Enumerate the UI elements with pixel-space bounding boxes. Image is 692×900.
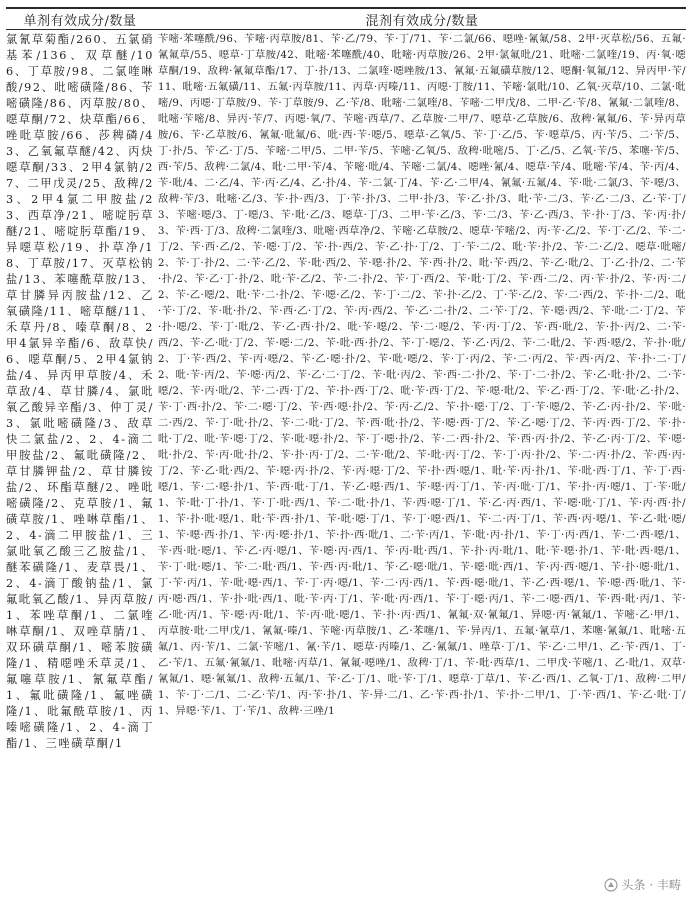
watermark	[601, 875, 684, 894]
table-page	[6, 7, 686, 894]
mixed-ingredient-list: 苄嘧·苯噻酰/96、苄嘧·丙草胺/81、苄·乙/79、苄·丁/71、苄·二氯/66、噁唑·氰氟/58、2甲·灭草松/56、五氟·氰氟草/55、噁草·丁草胺/42、吡嘧·苯噻酰/40、吡嘧·丙草胺/26、2甲·氯氟吡/21、吡嘧·二氯喹/19、丙·氧·噁草酮/19、敌稗·氰氟草酯/17、丁·扑/13、二氯喹·噁唑胺/13、氰氟·五氟磺草胺/12、噁酮·氧氟/12、异丙甲·苄/11、吡嘧·五氟磺/11、五氟·丙草胺/11、丙草·丙嗪/11、丙噁·丁胺/11、苄嘧·氯吡/10、乙氧·灭草/10、二氯·吡嘧/9、丙噁·丁草胺/9、苄·丁草胺/9、乙·苄/8、吡嘧·二氯喹/8、苄嘧·二甲戊/8、二甲·乙·苄/8、氰氟·二氯喹/8、吡嘧·苄嘧/8、异丙·苄/7、丙噁·氧/7、苄嘧·西草/7、乙草胺·二甲/7、噁草·乙草胺/6、敌稗·氰氟/6、苄·异丙草胺/6、苄·乙草胺/6、氰氟·吡氟/6、吡·西·苄·噁/5、噁草·乙氧/5、苄·丁·乙/5、苄·噁草/5、丙·苄/5、二·苄/5、丁·扑/5、苄·乙·丁/5、苄嘧·二甲/5、二甲·苄/5、苄嘧·乙氧/5、敌稗·吡嘧/5、丁·乙/5、乙氧·苄/5、苯噻·苄/5、西·苄/5、敌稗·二氯/4、吡·二甲·苄/4、苄嘧·吡/4、苄嘧·二氯/4、噁唑·氰/4、噁草·苄/4、吡嘧·苄/4、苄·丙/4、苄·吡/4、二·乙/4、苄·丙·乙/4、乙·扑/4、苄·二氯·丁/4、苄·乙·二甲/4、氰氟·五氟/4、苄·吡·二氯/3、苄·噁/3、敌稗·苄/3、吡嘧·乙/3、苄·扑·西/3、丁·苄·扑/3、二甲·扑/3、苄·乙·扑/3、吡·苄·二/3、苄·乙·二/3、乙·苄·丁/3、苄嘧·噁/3、丁·噁/3、苄·吡·乙/3、噁草·丁/3、二甲·苄·乙/3、苄·二/3、苄·乙·西/3、苄·扑·丁/3、苄·丙·扑/3、苄·西·丁/3、敌稗·二氯喹/3、吡嘧·西草净/2、苄嘧·乙草胺/2、噁草·苄嘧/2、丙·苄·乙/2、苄·丁·乙/2、苄·二·丁/2、苄·西·乙/2、苄·噁·丁/2、苄·扑·西/2、苄·乙·扑·丁/2、丁·苄·二/2、吡·苄·扑/2、苄·二·乙/2、噁草·吡嘧/2、苄·丁·扑/2、二·苄·乙/2、苄·吡·西/2、苄·噁·扑/2、苄·西·扑/2、吡·苄·西/2、苄·乙·吡/2、丁·乙·扑/2、二·苄·扑/2、苄·乙·丁·扑/2、吡·苄·乙/2、苄·二·扑/2、苄·丁·西/2、苄·吡·丁/2、苄·西·二/2、丙·苄·扑/2、苄·丙·二/2、苄·乙·噁/2、吡·苄·二·扑/2、苄·噁·乙/2、苄·丁·二/2、苄·扑·乙/2、丁·苄·乙/2、苄·二·西/2、苄·扑·二/2、吡·苄·丁/2、苄·吡·扑/2、苄·西·乙·丁/2、苄·丙·西/2、苄·乙·二·扑/2、二·苄·丁/2、苄·噁·西/2、苄·吡·二·丁/2、苄·扑·噁/2、苄·丁·吡/2、苄·乙·西·扑/2、吡·苄·噁/2、苄·二·噁/2、苄·丙·丁/2、苄·西·吡/2、苄·扑·丙/2、二·苄·西/2、苄·乙·吡·丁/2、苄·噁·二/2、苄·吡·西·扑/2、苄·丁·噁/2、苄·乙·丙/2、苄·二·吡/2、苄·西·噁/2、苄·扑·吡/2、丁·苄·西/2、苄·丙·噁/2、苄·乙·噁·扑/2、苄·吡·噁/2、苄·丁·丙/2、苄·二·丙/2、苄·西·丙/2、苄·扑·二·丁/2、吡·苄·丙/2、苄·噁·丙/2、苄·乙·二·丁/2、苄·吡·丙/2、苄·西·二·扑/2、苄·丁·二·扑/2、苄·乙·吡·扑/2、二·苄·噁/2、苄·丙·吡/2、苄·二·西·丁/2、苄·扑·西·丁/2、吡·苄·西·丁/2、苄·噁·吡/2、苄·乙·西·丁/2、苄·吡·乙·扑/2、苄·丁·西·扑/2、苄·二·噁·丁/2、苄·西·噁·扑/2、苄·丙·乙/2、苄·扑·噁·丁/2、丁·苄·噁/2、苄·乙·丙·扑/2、苄·吡·二·西/2、苄·丁·吡·扑/2、苄·二·吡·丁/2、苄·西·吡·扑/2、苄·噁·西·丁/2、苄·乙·噁·丁/2、苄·丙·西·丁/2、苄·扑·吡·丁/2、吡·苄·噁·丁/2、苄·吡·噁·扑/2、苄·丁·噁·扑/2、苄·二·西·扑/2、苄·西·丙·扑/2、苄·乙·丙·丁/2、苄·噁·吡·扑/2、苄·丙·吡·扑/2、苄·扑·丙·丁/2、二·苄·吡/2、苄·吡·丙·丁/2、苄·丁·丙·扑/2、苄·二·丙·扑/2、苄·西·丙·丁/2、苄·乙·吡·西/2、苄·噁·丙·扑/2、苄·丙·噁·丁/2、苄·扑·西·噁/1、吡·苄·丙·扑/1、苄·吡·西·丁/1、苄·丁·西·噁/1、苄·二·噁·扑/1、苄·西·吡·丁/1、苄·乙·噁·西/1、苄·噁·丙·丁/1、苄·丙·吡·丁/1、苄·扑·丙·噁/1、丁·苄·吡/1、苄·吡·丁·扑/1、苄·丁·吡·西/1、苄·二·吡·扑/1、苄·西·噁·丁/1、苄·乙·丙·西/1、苄·噁·吡·丁/1、苄·丙·西·扑/1、苄·扑·吡·噁/1、吡·苄·西·扑/1、苄·吡·噁·丁/1、苄·丁·噁·西/1、苄·二·丙·丁/1、苄·西·丙·噁/1、苄·乙·吡·噁/1、苄·噁·西·扑/1、苄·丙·噁·扑/1、苄·扑·西·吡/1、二·苄·丙/1、苄·吡·丙·扑/1、苄·丁·丙·西/1、苄·二·西·噁/1、苄·西·吡·噁/1、苄·乙·丙·噁/1、苄·噁·丙·西/1、苄·丙·吡·西/1、苄·扑·丙·吡/1、吡·苄·噁·扑/1、苄·吡·西·噁/1、苄·丁·吡·噁/1、苄·二·吡·西/1、苄·西·丙·吡/1、苄·乙·噁·吡/1、苄·噁·吡·西/1、苄·丙·西·噁/1、苄·扑·噁·吡/1、丁·苄·丙/1、苄·吡·噁·西/1、苄·丁·丙·噁/1、苄·二·丙·西/1、苄·西·噁·吡/1、苄·乙·西·噁/1、苄·噁·西·吡/1、苄·丙·噁·西/1、苄·扑·吡·西/1、吡·苄·丙·丁/1、苄·吡·丙·西/1、苄·丁·噁·丙/1、苄·二·噁·西/1、苄·西·吡·丙/1、苄·乙·吡·丙/1、苄·噁·丙·吡/1、苄·丙·吡·噁/1、苄·扑·丙·西/1、氰氟·双·氰氟/1、异噁·丙·氰氟/1、苄嘧·乙·甲/1、丙草胺·吡·二甲戊/1、氰氟·嗪/1、苄嘧·丙草胺/1、乙·苯噻/1、苄·异丙/1、五氟·氰草/1、苯噻·氰氟/1、吡嘧·五氟/1、丙·苄/1、二氯·苄嘧/1、氰·苄/1、噁草·丙嗪/1、乙·氰氟/1、唑草·丁/1、苄·乙·二甲/1、乙·苄·西/1、丁·乙·苄/1、五氟·氰氟/1、吡嘧·丙草/1、氰氟·噁唑/1、敌稗·丁/1、苄·吡·西草/1、二甲戊·苄嘧/1、乙·吡/1、双草·氰氟/1、噁·氰氟/1、敌稗·五氟/1、苄·乙·丁/1、吡·苄·丁/1、噁草·丁草/1、苄·乙·西/1、乙氧·丁/1、敌稗·二甲/1、苄·丁·二/1、二·乙·苄/1、丙·苄·扑/1、苄·异·二/1、乙·苄·西·扑/1、苄·扑·二甲/1、丁·苄·西/1、苄·乙·吡·丁/1、异噁·苄/1、丁·苄/1、敌稗·三唑/1	[158, 34, 686, 717]
header-mixed: 混剂有效成分/数量	[365, 13, 479, 29]
header-single: 单剂有效成分/数量	[23, 13, 137, 29]
watermark-text: 头条 · 丰畴	[621, 878, 681, 892]
header-rule	[6, 29, 686, 30]
single-ingredient-list: 氯氰草菊酯/260、五氯硝基苯/136、双草醚/106、丁草胺/98、二氯喹啉酸/92、吡嘧磺隆/86、苄嘧磺隆/86、丙草胺/80、噁草酮/72、炔草酯/66、唑吡草胺/66、莎稗磷/43、乙氧氟草醚/42、丙炔噁草酮/33、2甲4氯钠/27、二甲戊灵/25、敌稗/23、2甲4氯二甲胺盐/23、西草净/21、嘧啶肟草醚/21、嘧啶肟草酯/19、异噁草松/19、扑草净/18、丁草胺/17、灭草松钠盐/13、苯噻酰草胺/13、草甘膦异丙胺盐/12、乙氧磺隆/11、嘧草醚/11、禾草丹/8、嗪草酮/8、2甲4氯异辛酯/6、敌草快/6、噁草酮/5、2甲4氯钠盐/4、异丙甲草胺/4、禾草敌/4、草甘膦/4、氯吡氧乙酸异辛酯/3、仲丁灵/3、氯吡嘧磺隆/3、敌草快二氯盐/2、2、4-滴二甲胺盐/2、氟吡磺隆/2、草甘膦钾盐/2、草甘膦铵盐/2、环酯草醚/2、唑吡嘧磺隆/2、克草胺/1、氟磺草胺/1、唑啉草酯/1、2、4-滴二甲胺盐/1、三氯吡氧乙酸三乙胺盐/1、醚苯磺隆/1、麦草畏/1、2、4-滴丁酸钠盐/1、氯氟吡氧乙酸/1、异丙草胺/1、苯唑草酮/1、二氯喹啉草酮/1、双唑草腈/1、双环磺草酮/1、嘧苯胺磺隆/1、精噁唑禾草灵/1、氟噻草胺/1、氰氟草酯/1、氟吡磺隆/1、氟唑磺隆/1、吡氟酰草胺/1、丙嗪嘧磺隆/1、2、4-滴丁酯/1、三唑磺草酮/1	[6, 33, 154, 750]
watermark-logo-icon	[604, 878, 618, 892]
